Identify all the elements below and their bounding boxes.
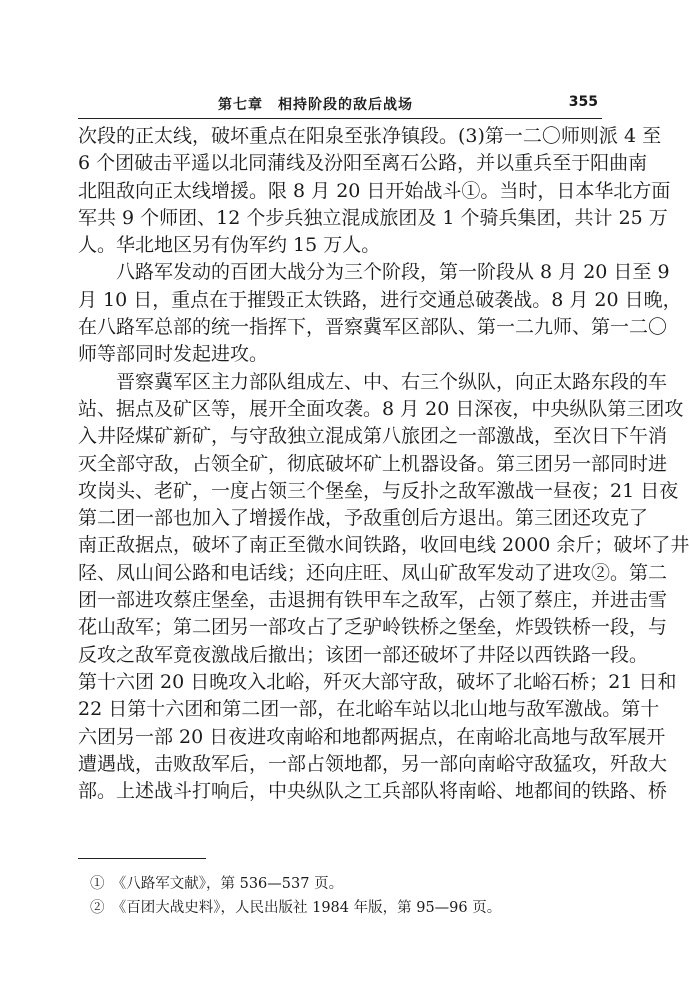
page-number: 355	[568, 94, 598, 110]
footnote-2: ② 《百团大战史料》，人民出版社 1984 年版，第 95—96 页。	[90, 900, 502, 916]
text-line: 入井陉煤矿新矿，与守敌独立混成第八旅团之一部激战，至次日下午消	[78, 425, 668, 448]
text-line: 花山敌军；第二团另一部攻占了乏驴岭铁桥之堡垒，炸毁铁桥一段，与	[78, 616, 668, 639]
text-line: 灭全部守敌，占领全矿，彻底破坏矿上机器设备。第三团另一部同时进	[78, 452, 668, 475]
footnote-1: ① 《八路军文献》，第 536—537 页。	[90, 876, 344, 892]
text-line: 军共 9 个师团、12 个步兵独立混成旅团及 1 个骑兵集团，共计 25 万	[78, 206, 668, 229]
footnote-rule	[78, 858, 206, 859]
text-line: 陉、凤山间公路和电话线；还向庄旺、凤山矿敌军发动了进攻②。第二	[78, 561, 668, 584]
text-line: 在八路军总部的统一指挥下，晋察冀军区部队、第一二九师、第一二〇	[78, 316, 668, 339]
text-line: 反攻之敌军竟夜激战后撤出；该团一部还破坏了井陉以西铁路一段。	[78, 643, 649, 666]
text-line: 月 10 日，重点在于摧毁正太铁路，进行交通总破袭战。8 月 20 日晚，	[78, 288, 682, 311]
text-line: 六团另一部 20 日夜进攻南峪和地都两据点，在南峪北高地与敌军展开	[78, 725, 666, 748]
header-rule	[78, 118, 602, 119]
text-line: 部。上述战斗打响后，中央纵队之工兵部队将南峪、地都间的铁路、桥	[78, 780, 668, 803]
text-line: 师等部同时发起进攻。	[78, 343, 269, 366]
paragraph-start-line: 八路军发动的百团大战分为三个阶段，第一阶段从 8 月 20 日至 9	[116, 261, 670, 284]
footnotes	[90, 872, 600, 920]
text-line: 6 个团破击平遥以北同蒲线及汾阳至离石公路，并以重兵至于阳曲南	[78, 152, 648, 175]
text-line: 人。华北地区另有伪军约 15 万人。	[78, 234, 381, 257]
text-line: 站、据点及矿区等，展开全面攻袭。8 月 20 日深夜，中央纵队第三团攻	[78, 397, 684, 420]
chapter-title: 第七章 相持阶段的敌后战场	[218, 97, 413, 113]
text-line: 次段的正太线，破坏重点在阳泉至张净镇段。(3)第一二〇师则派 4 至	[78, 125, 662, 147]
text-line: 攻岗头、老矿，一度占领三个堡垒，与反扑之敌军激战一昼夜；21 日夜	[78, 479, 679, 502]
text-line: 22 日第十六团和第二团一部，在北峪车站以北山地与敌军激战。第十	[78, 698, 660, 721]
text-line: 第十六团 20 日晚攻入北峪，歼灭大部守敌，破坏了北峪石桥；21 日和	[78, 670, 677, 693]
text-line: 第二团一部也加入了增援作战，予敌重创后方退出。第三团还攻克了	[78, 507, 649, 530]
text-line: 南正敌据点，破坏了南正至微水间铁路，收回电线 2000 余斤；破坏了井	[78, 534, 689, 557]
running-header	[0, 92, 644, 116]
paragraph-start-line: 晋察冀军区主力部队组成左、中、右三个纵队，向正太路东段的车	[116, 370, 668, 393]
text-line: 团一部进攻蔡庄堡垒，击退拥有铁甲车之敌军，占领了蔡庄，并进击雪	[78, 589, 668, 612]
text-line: 北阻敌向正太线增援。限 8 月 20 日开始战斗①。当时，日本华北方面	[78, 179, 671, 202]
body-text	[78, 123, 689, 805]
text-line: 遭遇战，击败敌军后，一部占领地都，另一部向南峪守敌猛攻，歼敌大	[78, 752, 668, 775]
